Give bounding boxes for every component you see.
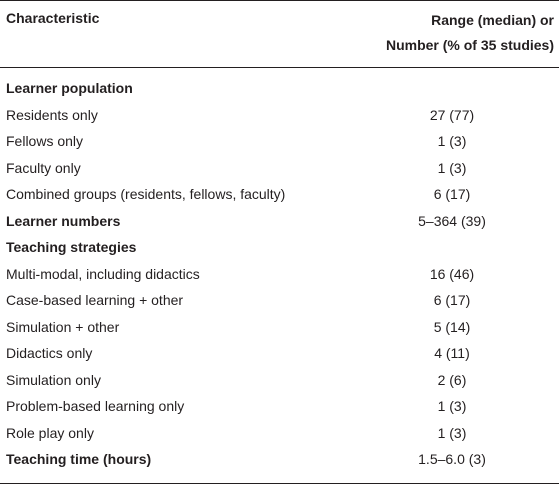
table-row-label: Problem-based learning only [6,398,185,414]
table-row-value: 16 (46) [429,266,475,282]
table-row-value: 1 (3) [437,160,467,176]
table-row-label: Faculty only [6,160,81,176]
table-row-label: Simulation + other [6,319,120,335]
table-row-value: 4 (11) [434,345,470,361]
table-row-value: 5–364 (39) [418,213,486,229]
table-row-label: Teaching time (hours) [6,451,152,467]
table-row-value: 6 (17) [433,292,471,308]
table-row-value: 1 (3) [437,133,467,149]
table-row-label: Didactics only [6,345,93,361]
header-characteristic: Characteristic [6,10,100,26]
table-row-value: 5 (14) [433,319,471,335]
table-row-value: 1.5–6.0 (3) [418,451,486,467]
table-row-label: Simulation only [6,372,101,388]
table-row-label: Multi-modal, including didactics [6,266,200,282]
header-range-line2: Number (% of 35 studies) [385,37,554,53]
table-row-label: Learner population [6,80,133,96]
header-range-line1: Range (median) or [431,12,554,28]
table-top-rule [0,0,559,1]
table-row-label: Fellows only [6,133,84,149]
table-row-label: Role play only [6,425,94,441]
table-row-value: 1 (3) [437,425,467,441]
table-row-label: Residents only [6,107,98,123]
table-row-label: Teaching strategies [6,239,137,255]
table-row-value: 27 (77) [429,107,475,123]
table-row-label: Learner numbers [6,213,121,229]
table-row-label: Combined groups (residents, fellows, faculty) [6,186,286,202]
table-row-value: 2 (6) [437,372,467,388]
header-bottom-rule [0,67,559,68]
table-row-value: 1 (3) [437,398,467,414]
table-row-value: 6 (17) [433,186,471,202]
table-row-label: Case-based learning + other [6,292,184,308]
